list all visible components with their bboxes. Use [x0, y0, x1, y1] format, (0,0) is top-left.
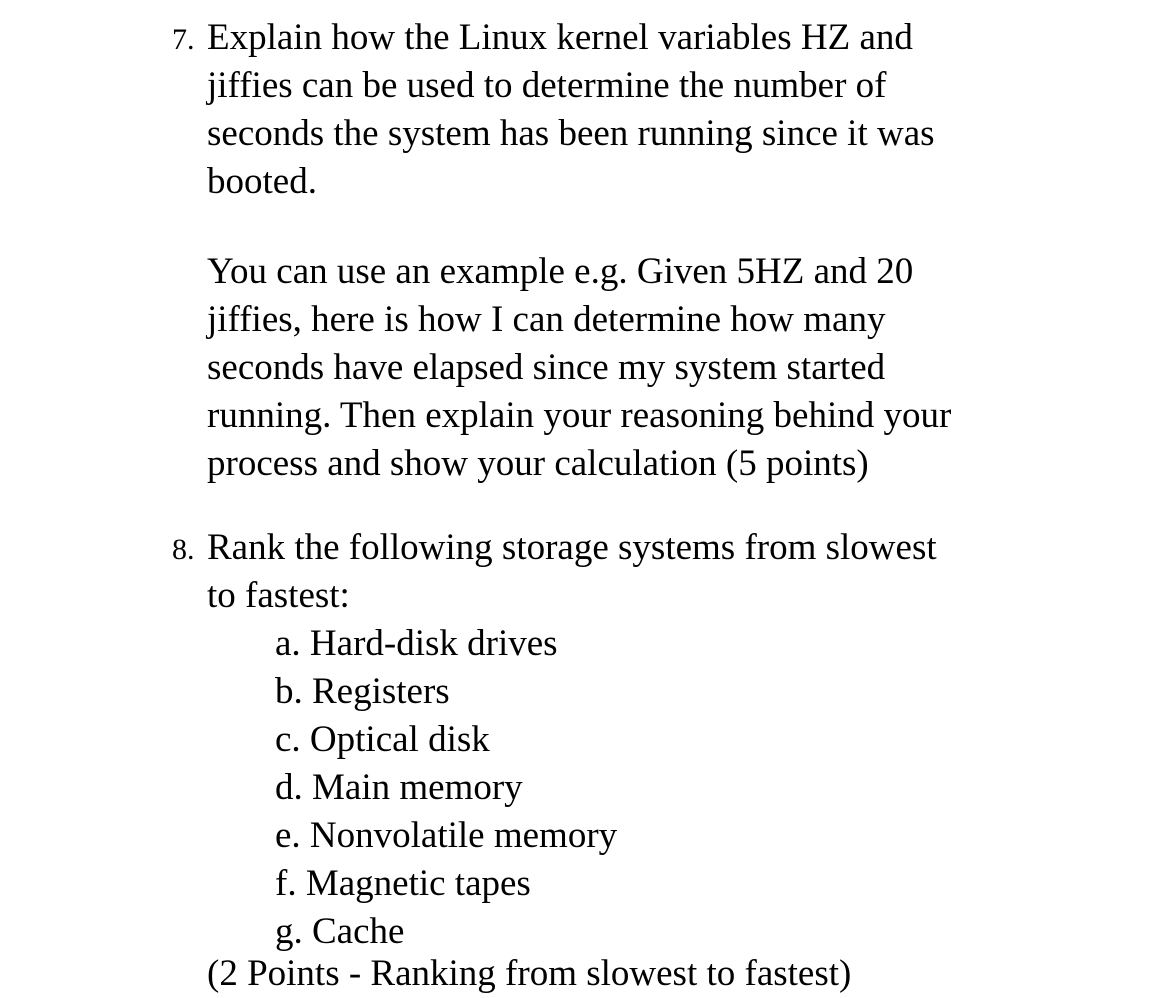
- option-list: [275, 620, 617, 956]
- list-item: g. Cache: [275, 911, 405, 952]
- list-item: a. Hard-disk drives: [275, 623, 558, 664]
- question-example-text: You can use an example e.g. Given 5HZ and 20 jiffies, here is how I can determine how many seconds have elapsed since my system started running. Then explain your reasoning behind your process and show your calculation (5 points): [207, 251, 952, 484]
- question-text: Explain how the Linux kernel variables HZ and jiffies can be used to determine the number of seconds the system has been running since it was booted.: [207, 17, 935, 202]
- list-item: b. Registers: [275, 671, 450, 712]
- list-item: d. Main memory: [275, 767, 523, 808]
- list-item: e. Nonvolatile memory: [275, 815, 618, 856]
- list-item: c. Optical disk: [275, 719, 490, 760]
- question-number: 8.: [172, 533, 195, 566]
- cut-off-text: (2 Points - Ranking from slowest to fastest): [207, 953, 852, 994]
- list-item: f. Magnetic tapes: [275, 863, 531, 904]
- question-number: 7.: [172, 23, 195, 56]
- question-body: [207, 524, 1037, 620]
- question-body: [207, 14, 1037, 488]
- question-text: Rank the following storage systems from slowest to fastest:: [207, 527, 937, 616]
